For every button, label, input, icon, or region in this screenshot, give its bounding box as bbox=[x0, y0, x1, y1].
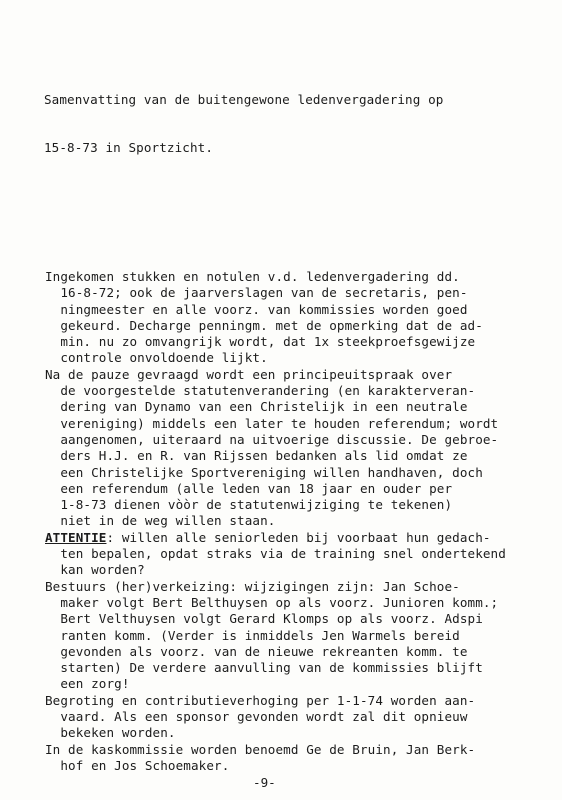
body-line: 16-8-72; ook de jaarverslagen van de secretaris, pen- bbox=[45, 285, 468, 301]
body-line: Bert Velthuysen volgt Gerard Klomps op als voorz. Adspi bbox=[45, 611, 483, 627]
page-number: -9- bbox=[253, 775, 276, 790]
minutes-body bbox=[45, 269, 506, 774]
body-line: maker volgt Bert Belthuysen op als voorz. Junioren komm.; bbox=[45, 594, 499, 610]
body-line: de voorgestelde statutenverandering (en karakterveran- bbox=[45, 383, 476, 399]
body-line: min. nu zo omvangrijk wordt, dat 1x steekproefsgewijze bbox=[45, 334, 476, 350]
body-line: Begroting en contributieverhoging per 1-1-74 worden aan- bbox=[45, 692, 476, 708]
body-line: vereniging) middels een later te houden referendum; wordt bbox=[45, 415, 499, 431]
body-line: starten) De verdere aanvulling van de kommissies blijft bbox=[45, 660, 483, 676]
title-line-2: 15-8-73 in Sportzicht. bbox=[44, 140, 214, 156]
body-line: ders H.J. en R. van Rijssen bedanken als lid omdat ze bbox=[45, 448, 468, 464]
document-title bbox=[44, 60, 443, 173]
title-line-1: Samenvatting van de buitengewone ledenvergadering op bbox=[44, 92, 444, 107]
body-line: In de kaskommissie worden benoemd Ge de Bruin, Jan Berk- bbox=[45, 741, 476, 757]
body-line: dering van Dynamo van een Christelijk in een neutrale bbox=[45, 399, 468, 415]
body-line: gevonden als voorz. van de nieuwe rekreanten komm. te bbox=[45, 643, 468, 659]
body-line: aangenomen, uiteraard na uitvoerige discussie. De gebroe- bbox=[45, 431, 499, 447]
body-line: hof en Jos Schoemaker. bbox=[45, 757, 230, 773]
attentie-text: : willen alle seniorleden bij voorbaat hun gedach- bbox=[106, 529, 491, 545]
body-line: ningmeester en alle voorz. van kommissies worden goed bbox=[45, 301, 468, 317]
body-line: 1-8-73 dienen vòòr de statutenwijziging te tekenen) bbox=[45, 497, 453, 513]
body-line: een zorg! bbox=[45, 676, 130, 692]
body-line: een Christelijke Sportvereniging willen handhaven, doch bbox=[45, 464, 483, 480]
body-line: ranten komm. (Verder is inmiddels Jen Warmels bereid bbox=[45, 627, 460, 643]
body-line: Na de pauze gevraagd wordt een principeuitspraak over bbox=[45, 366, 453, 382]
body-line: gekeurd. Decharge penningm. met de opmerking dat de ad- bbox=[45, 317, 483, 333]
body-line bbox=[45, 530, 506, 546]
body-line: Ingekomen stukken en notulen v.d. ledenvergadering dd. bbox=[45, 269, 460, 284]
body-line: kan worden? bbox=[45, 562, 145, 578]
attentie-label: ATTENTIE bbox=[45, 529, 107, 545]
body-line: ten bepalen, opdat straks via de training snel ondertekend bbox=[45, 546, 506, 562]
body-line: Bestuurs (her)verkeizing: wijzigingen zijn: Jan Schoe- bbox=[45, 578, 460, 594]
body-line: controle onvoldoende lijkt. bbox=[45, 350, 268, 366]
body-line: een referendum (alle leden van 18 jaar en ouder per bbox=[45, 480, 453, 496]
body-line: vaard. Als een sponsor gevonden wordt zal dit opnieuw bbox=[45, 709, 468, 725]
body-line: bekeken worden. bbox=[45, 725, 176, 741]
body-line: niet in de weg willen staan. bbox=[45, 513, 276, 529]
